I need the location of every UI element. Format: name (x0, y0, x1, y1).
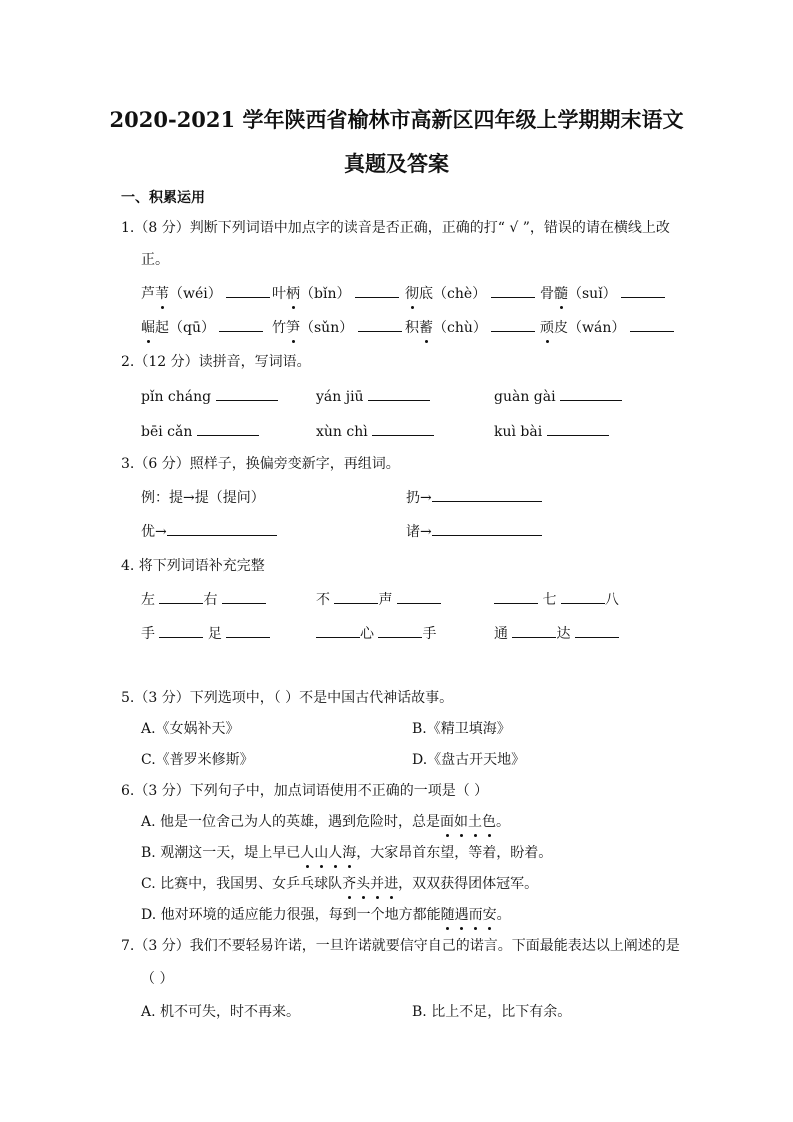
dotted-char: 土 (468, 811, 482, 831)
q3-item (141, 521, 277, 541)
answer-blank[interactable] (630, 317, 674, 332)
dotted-word (300, 845, 356, 861)
q3-stem: 3.（6 分）照样子，换偏旁变新字，再组词。 (121, 456, 400, 472)
dotted-char: 顽 (540, 317, 554, 337)
answer-blank[interactable] (397, 589, 441, 604)
q3-label: 扔→ (406, 490, 432, 506)
char: 达 (556, 626, 571, 642)
answer-blank[interactable] (561, 589, 605, 604)
q2-stem: 2.（12 分）读拼音，写词语。 (121, 354, 311, 370)
q2-item (141, 421, 259, 440)
q1-item (405, 283, 535, 303)
dotted-char: 遇 (455, 904, 469, 924)
dotted-char: 崛 (141, 317, 155, 337)
char: 八 (604, 592, 619, 608)
q2-item (316, 421, 434, 440)
answer-blank[interactable] (197, 421, 259, 436)
q4-phrase (316, 589, 441, 609)
answer-blank[interactable] (368, 386, 430, 401)
option-text: C. 比赛中，我国男、女乒乓球队 (141, 876, 343, 892)
answer-blank[interactable] (222, 589, 266, 604)
q3-label: 优→ (141, 524, 167, 540)
option-text: 。 (496, 814, 511, 830)
option-text: ，双双获得团体冠军。 (398, 876, 539, 892)
q4-phrase (494, 589, 619, 609)
q1-item (540, 317, 674, 337)
word-text: 竹 (272, 320, 286, 336)
word-text: 骨 (540, 286, 554, 302)
q2-item (141, 386, 278, 405)
q7-option-b[interactable]: B. 比上不足，比下有余。 (412, 1004, 572, 1020)
char: 心 (360, 626, 374, 642)
dotted-char: 面 (440, 811, 454, 831)
char: 声 (378, 592, 393, 608)
q5-option-b[interactable]: B.《精卫填海》 (412, 721, 511, 737)
q3-example: 例：提→提（提问） (141, 490, 265, 506)
answer-blank[interactable] (494, 589, 538, 604)
q3-item (406, 521, 542, 541)
q3-item (406, 487, 542, 507)
answer-blank[interactable] (316, 623, 360, 638)
dotted-char: 进 (384, 873, 398, 893)
char: 足 (207, 626, 222, 642)
page-title-line2: 真题及答案 (344, 151, 449, 176)
q5-stem: 5.（3 分）下列选项中，（ ）不是中国古代神话故事。 (121, 690, 454, 706)
answer-blank[interactable] (378, 623, 422, 638)
dotted-char: 人 (328, 842, 342, 862)
dotted-word (342, 876, 398, 892)
pinyin-text: （wéi） (169, 286, 227, 302)
q1-item (141, 283, 270, 303)
pinyin-label: bēi cǎn (141, 424, 193, 440)
answer-blank[interactable] (355, 283, 399, 298)
answer-blank[interactable] (167, 521, 277, 536)
char: 左 (141, 592, 155, 608)
dotted-char: 柄 (286, 283, 300, 303)
answer-blank[interactable] (358, 317, 402, 332)
answer-blank[interactable] (560, 386, 622, 401)
option-text: A. 他是一位舍己为人的英雄，遇到危险时，总是 (141, 814, 441, 830)
pinyin-label: yán jiū (316, 389, 364, 405)
dotted-word (441, 907, 497, 923)
char: 不 (316, 592, 330, 608)
pinyin-text: 底（chè） (419, 286, 491, 302)
answer-blank[interactable] (621, 283, 665, 298)
answer-blank[interactable] (432, 487, 542, 502)
dotted-char: 色 (482, 811, 496, 831)
dotted-char: 而 (469, 904, 483, 924)
dotted-char: 笋 (286, 317, 300, 337)
q6-option-a[interactable] (141, 811, 510, 831)
pinyin-text: （suǐ） (568, 286, 622, 302)
answer-blank[interactable] (491, 317, 535, 332)
word-text: 芦 (141, 286, 155, 302)
q5-option-a[interactable]: A.《女娲补天》 (141, 721, 240, 737)
page-title: 2020-2021 学年陕西省榆林市高新区四年级上学期期末语文 (109, 107, 684, 132)
dotted-char: 随 (441, 904, 455, 924)
option-text: D. 他对环境的适应能力很强，每到一个地方都能 (141, 907, 441, 923)
char: 手 (422, 626, 437, 642)
answer-blank[interactable] (216, 386, 278, 401)
option-text: 。 (496, 907, 511, 923)
option-text: B. 观潮这一天，堤上早已 (141, 845, 301, 861)
pinyin-text: （sǔn） (300, 320, 358, 336)
dotted-char: 彻 (405, 283, 419, 303)
q4-stem: 4. 将下列词语补充完整 (121, 558, 265, 574)
pinyin-label: guàn gài (494, 389, 556, 405)
answer-blank[interactable] (159, 589, 203, 604)
dotted-char: 如 (454, 811, 468, 831)
dotted-word (440, 814, 496, 830)
char: 通 (494, 626, 508, 642)
q2-item (316, 386, 430, 405)
answer-blank[interactable] (334, 589, 378, 604)
pinyin-text: （chù） (433, 320, 492, 336)
pinyin-label: xùn chì (316, 424, 368, 440)
q4-phrase (494, 623, 619, 643)
q1-item (405, 317, 535, 337)
q1-item (141, 317, 263, 337)
q7-stem: 7.（3 分）我们不要轻易许诺，一旦许诺就要信守自己的诺言。下面最能表达以上阐述的是 (121, 938, 680, 954)
q1-stem-cont: 正。 (141, 252, 169, 268)
q4-phrase (316, 623, 436, 643)
section-heading: 一、积累运用 (121, 190, 205, 206)
answer-blank[interactable] (491, 283, 535, 298)
q1-stem: 1.（8 分）判断下列词语中加点字的读音是否正确，正确的打“ √ ”，错误的请在横线上改 (121, 220, 670, 236)
dotted-char: 并 (370, 873, 384, 893)
answer-blank[interactable] (512, 623, 556, 638)
word-text: 叶 (272, 286, 286, 302)
q6-option-c[interactable] (141, 873, 538, 893)
dotted-char: 海 (342, 842, 356, 862)
answer-blank[interactable] (226, 283, 270, 298)
dotted-char: 头 (356, 873, 370, 893)
q5-option-c[interactable]: C.《普罗米修斯》 (141, 752, 254, 768)
answer-blank[interactable] (226, 623, 270, 638)
q4-phrase (141, 589, 266, 609)
q1-item (272, 317, 402, 337)
pinyin-label: pǐn cháng (141, 389, 212, 405)
answer-blank[interactable] (372, 421, 434, 436)
answer-blank[interactable] (547, 421, 609, 436)
q6-option-d[interactable] (141, 904, 511, 924)
dotted-char: 髓 (554, 283, 568, 303)
q2-item (494, 386, 622, 405)
char: 右 (203, 592, 218, 608)
answer-blank[interactable] (575, 623, 619, 638)
dotted-char: 安 (483, 904, 497, 924)
pinyin-text: （bǐn） (300, 286, 355, 302)
dotted-char: 苇 (155, 283, 169, 303)
dotted-char: 人 (300, 842, 314, 862)
q7-answer-paren: （ ） (141, 971, 174, 987)
pinyin-label: kuì bài (494, 424, 543, 440)
answer-blank[interactable] (432, 521, 542, 536)
q3-label: 诸→ (406, 524, 432, 540)
dotted-char: 齐 (342, 873, 356, 893)
answer-blank[interactable] (159, 623, 203, 638)
char: 七 (542, 592, 557, 608)
q1-item (272, 283, 399, 303)
option-text: ，大家昂首东望，等着，盼着。 (356, 845, 553, 861)
dotted-char: 山 (314, 842, 328, 862)
answer-blank[interactable] (219, 317, 263, 332)
q5-option-d[interactable]: D.《盘古开天地》 (412, 752, 526, 768)
dotted-char: 蓄 (419, 317, 433, 337)
char: 手 (141, 626, 155, 642)
q2-item (494, 421, 609, 440)
q4-phrase (141, 623, 270, 643)
pinyin-text: 起（qū） (155, 320, 220, 336)
pinyin-text: 皮（wán） (554, 320, 630, 336)
q1-item (540, 283, 665, 303)
q6-stem: 6.（3 分）下列句子中，加点词语使用不正确的一项是（ ） (121, 783, 489, 799)
q6-option-b[interactable] (141, 842, 552, 862)
q7-option-a[interactable]: A. 机不可失，时不再来。 (141, 1004, 301, 1020)
word-text: 积 (405, 320, 419, 336)
